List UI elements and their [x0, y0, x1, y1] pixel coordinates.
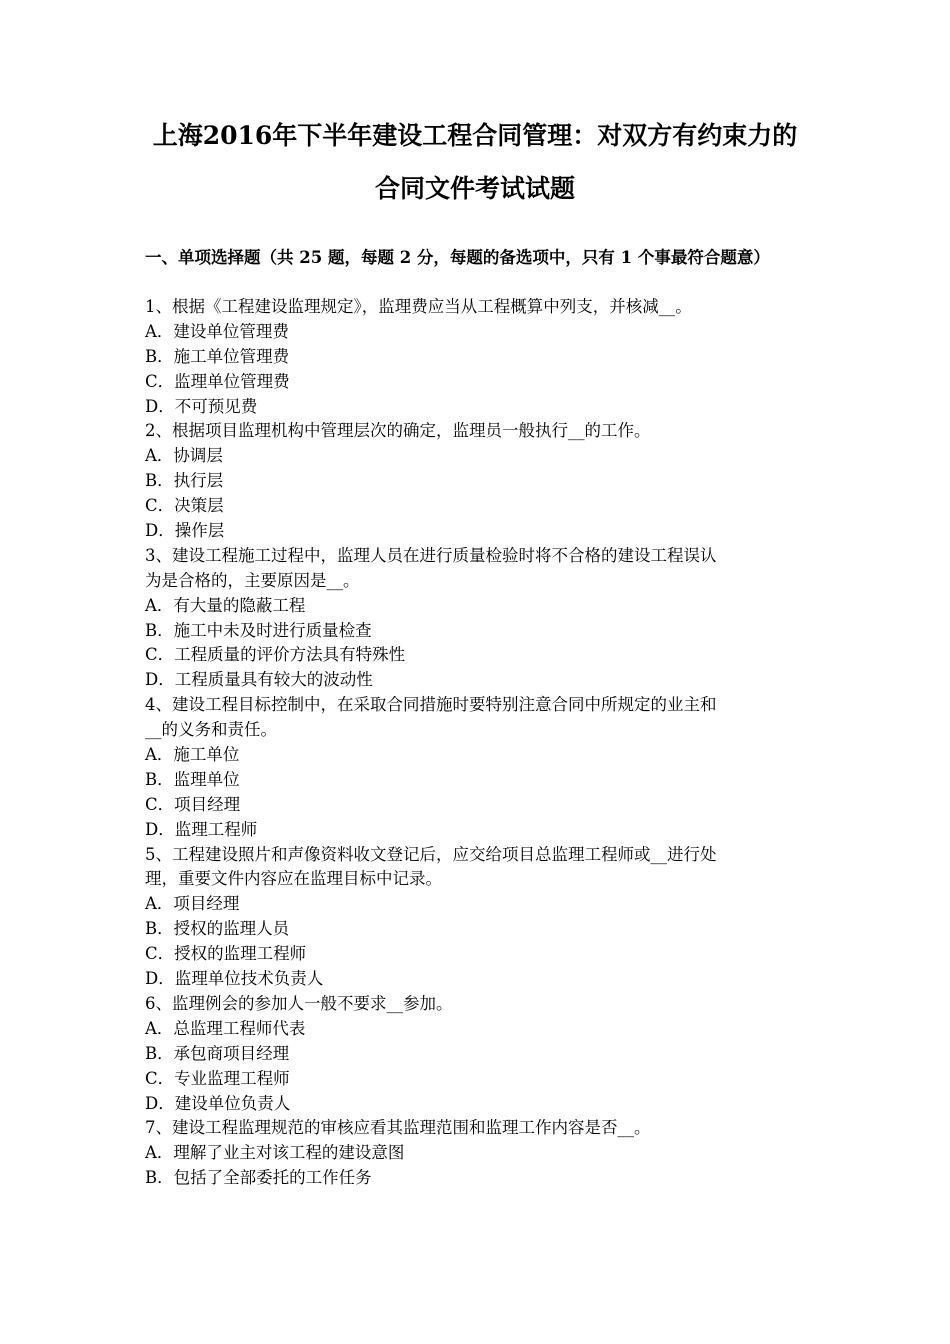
- question-stem: 6、监理例会的参加人一般不要求__参加。: [145, 993, 453, 1013]
- answer-option: D．监理工程师: [145, 819, 258, 839]
- question-stem: 为是合格的，主要原因是__。: [145, 570, 360, 590]
- question-stem: 2、根据项目监理机构中管理层次的确定，监理员一般执行__的工作。: [145, 421, 651, 441]
- answer-option: B．监理单位: [145, 769, 240, 789]
- answer-option: D．不可预见费: [145, 396, 258, 416]
- answer-option: A．建设单位管理费: [145, 321, 289, 341]
- question-item: [145, 419, 810, 543]
- answer-option: B．施工中未及时进行质量检查: [145, 620, 372, 640]
- answer-option: D．监理单位技术负责人: [145, 969, 324, 989]
- question-stem: __的义务和责任。: [145, 720, 277, 740]
- answer-option: A．有大量的隐蔽工程: [145, 595, 306, 615]
- question-item: [145, 992, 810, 1116]
- answer-option: A．施工单位: [145, 745, 240, 765]
- answer-option: D．操作层: [145, 521, 225, 541]
- answer-option: B．执行层: [145, 471, 224, 491]
- question-list: [145, 295, 810, 1191]
- answer-option: C．授权的监理工程师: [145, 944, 307, 964]
- section-heading: 一、单项选择题（共 25 题，每题 2 分，每题的备选项中，只有 1 个事最符合题意）: [145, 248, 770, 267]
- answer-option: A．总监理工程师代表: [145, 1018, 306, 1038]
- document-title-line-2: 合同文件考试试题: [374, 174, 575, 203]
- answer-option: C．工程质量的评价方法具有特殊性: [145, 645, 406, 665]
- question-item: [145, 693, 810, 842]
- answer-option: C．项目经理: [145, 794, 241, 814]
- question-stem: 理，重要文件内容应在监理目标中记录。: [145, 869, 442, 889]
- answer-option: A．理解了业主对该工程的建设意图: [145, 1143, 405, 1163]
- question-stem: 5、工程建设照片和声像资料收文登记后，应交给项目总监理工程师或__进行处: [145, 844, 717, 864]
- document-title-line-1: 上海2016年下半年建设工程合同管理：对双方有约束力的: [152, 121, 798, 150]
- question-item: [145, 295, 810, 419]
- question-stem: 3、建设工程施工过程中，监理人员在进行质量检验时将不合格的建设工程误认: [145, 545, 717, 565]
- answer-option: A．协调层: [145, 446, 223, 466]
- answer-option: C．决策层: [145, 496, 224, 516]
- answer-option: D．工程质量具有较大的波动性: [145, 670, 373, 690]
- question-stem: 7、建设工程监理规范的审核应看其监理范围和监理工作内容是否__。: [145, 1118, 651, 1138]
- question-stem: 4、建设工程目标控制中，在采取合同措施时要特别注意合同中所规定的业主和: [145, 695, 717, 715]
- answer-option: B．授权的监理人员: [145, 919, 290, 939]
- answer-option: C．监理单位管理费: [145, 371, 290, 391]
- question-item: [145, 843, 810, 992]
- answer-option: C．专业监理工程师: [145, 1068, 290, 1088]
- answer-option: B．包括了全部委托的工作任务: [145, 1168, 372, 1188]
- question-stem: 1、根据《工程建设监理规定》，监理费应当从工程概算中列支，并核减__。: [145, 297, 692, 316]
- answer-option: B．承包商项目经理: [145, 1043, 290, 1063]
- answer-option: D．建设单位负责人: [145, 1093, 291, 1113]
- answer-option: A．项目经理: [145, 894, 240, 914]
- question-item: [145, 1116, 810, 1191]
- answer-option: B．施工单位管理费: [145, 346, 290, 366]
- question-item: [145, 544, 810, 693]
